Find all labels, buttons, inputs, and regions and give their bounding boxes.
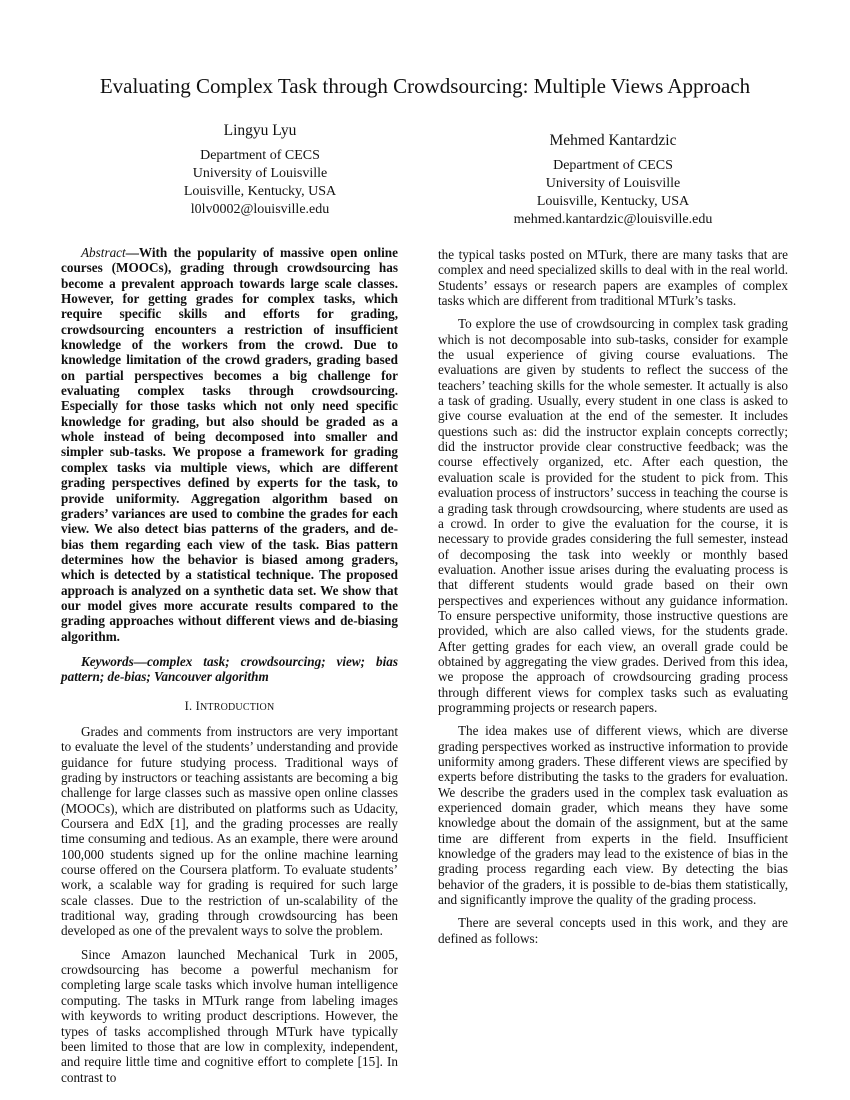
author-university: University of Louisville bbox=[192, 166, 328, 181]
paragraph: There are several concepts used in this work, and they are defined as follows: bbox=[438, 915, 788, 946]
paragraph: the typical tasks posted on MTurk, there are many tasks that are complex and need specialized skills to deal with in the real world. Students’ essays or research papers are examples of complex tasks which are different from traditional MTurk’s tasks. bbox=[438, 247, 788, 309]
paragraph: The idea makes use of different views, which are diverse grading perspectives worked as instructive information to provide uniformity among graders. These different views are specified by experts before distributing the tasks to the graders for evaluation. We describe the graders used in the complex task evaluation as experienced domain grader, which means they have some knowledge about the domain of the assignment, but at the same time are different from experts in the field. Insufficient knowledge of the graders may lead to the existence of bias in the grading process regarding each view. By detecting the bias behavior of the graders, it is possible to de-bias them statistically, and significantly improve the quality of the grading process. bbox=[438, 723, 788, 908]
paragraph: To explore the use of crowdsourcing in complex task grading which is not decomposable into sub-tasks, consider for example the usual experience of giving course evaluations. The evaluations are given by students to reflect the success of the teachers’ teaching skills for the whole semester. It actually is also a task of grading. Usually, every student in one class is asked to give course evaluation at the end of the semester. It includes questions such as: did the instructor explain concepts correctly; did the instructor provide clear constructive feedback; was the course effectively organized, etc. After each question, the evaluation scale is provided for the student to pick from. This evaluation process of instructors’ success in teaching the course is a grading task through crowdsourcing, where students are used as a crowd. In order to give the evaluation for the course, it is necessary to provide grades considering the full semester, instead of decomposing the task into weekly or monthly based evaluation. Another issue arises during the evaluating process is that different students would grade based on their own perspectives and experiences without any guidance information. To ensure perspective uniformity, those instructive questions are provided, which are also called views, for the students grade. After getting grades for each view, an overall grade could be obtained by aggregating the view grades. Derived from this idea, we propose the approach of crowdsourcing grading process through different views for complex tasks such as evaluating programming projects or research papers. bbox=[438, 316, 788, 715]
paper-title: Evaluating Complex Task through Crowdsourcing: Multiple Views Approach bbox=[99, 74, 751, 98]
left-column bbox=[61, 245, 398, 1085]
section-title: NTRODUCTION bbox=[199, 701, 275, 713]
author-email: l0lv0002@louisville.edu bbox=[190, 202, 330, 217]
abstract-label: Abstract bbox=[81, 245, 126, 260]
abstract bbox=[61, 245, 398, 644]
section-heading-introduction bbox=[61, 699, 398, 715]
paragraph: Grades and comments from instructors are very important to evaluate the level of the students’ understanding and provide guidance for future studying process. Traditional ways of grading by instructors or teaching assistants are becoming a big challenge for large classes such as massive open online classes (MOOCs), which are distributed on platforms such as Udacity, Coursera and EdX [1], and the grading processes are really time consuming and tedious. As an example, there were around 100,000 students signed up for the online machine learning course offered on the Coursera platform. To evaluate students’ work, a scalable way for grading is required for such large scale classes. Due to the restriction of un-scalability of the traditional way, grading through crowdsourcing has been developed as one of the prevalent ways to solve the problem. bbox=[61, 723, 398, 939]
author-block-1 bbox=[110, 122, 410, 219]
abstract-text: —With the popularity of massive open online courses (MOOCs), grading through crowdsourcing has become a prevalent approach towards large scale classes. However, for getting grades for complex tasks, which require specific skills and efforts for grading, crowdsourcing encounters a restriction of insufficient knowledge of the workers from the crowd. Due to knowledge limitation of the crowd graders, grading based on partial perspectives becomes a big challenge for evaluating complex tasks through crowdsourcing. Especially for those tasks which not only need specific knowledge for grading, but also should be graded as a whole instead of being decomposed into smaller and simpler sub-tasks. We propose a framework for grading complex tasks via multiple views, which are different grading perspectives defined by experts for the task, to provide uniformity. Aggregation algorithm based on graders’ variances are used to combine the grades for each view. We also detect bias patterns of the graders, and de-bias them regarding each view of the task. Bias pattern determines how the behavior is biased among graders, which is detected by a statistical technique. The proposed approach is analyzed on a synthetic data set. We show that our model gives more accurate results compared to the grading approaches without different views and de-biasing algorithm. bbox=[61, 245, 398, 644]
right-column bbox=[438, 247, 788, 946]
author-name: Mehmed Kantardzic bbox=[549, 132, 677, 149]
section-number: I. I bbox=[184, 698, 200, 713]
author-department: Department of CECS bbox=[200, 148, 320, 163]
author-location: Louisville, Kentucky, USA bbox=[183, 184, 337, 199]
author-location: Louisville, Kentucky, USA bbox=[536, 194, 690, 209]
author-email: mehmed.kantardzic@louisville.edu bbox=[513, 212, 713, 227]
paragraph: Since Amazon launched Mechanical Turk in 2005, crowdsourcing has become a powerful mechanism for completing large scale tasks which involve human intelligence computing. The tasks in MTurk range from labeling images with keywords to writing product descriptions. However, the types of tasks accomplished through MTurk have typically been limited to those that are low in complexity, independent, and require little time and cognitive effort to complete [15]. In contrast to bbox=[61, 946, 398, 1085]
author-department: Department of CECS bbox=[553, 158, 673, 173]
author-university: University of Louisville bbox=[545, 176, 681, 191]
author-block-2 bbox=[463, 132, 763, 229]
keywords: Keywords—complex task; crowdsourcing; view; bias pattern; de-bias; Vancouver algorithm bbox=[61, 653, 398, 685]
author-name: Lingyu Lyu bbox=[223, 122, 297, 139]
